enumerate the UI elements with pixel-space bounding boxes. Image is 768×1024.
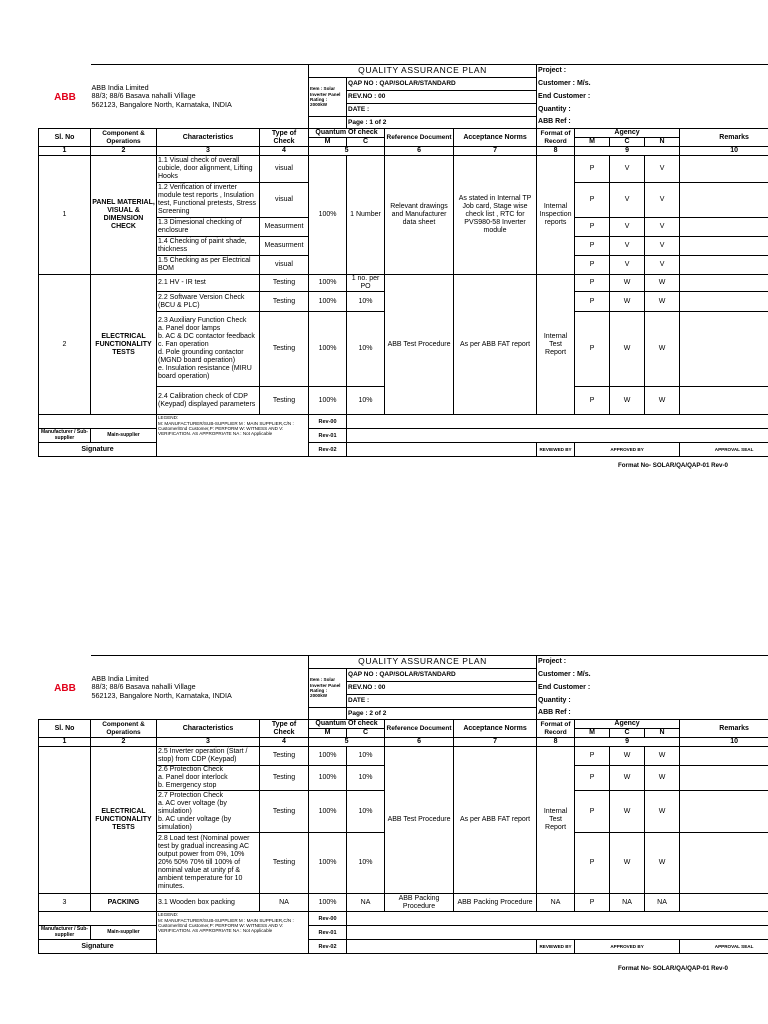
agency-n: V [645,156,680,183]
footer-row [39,926,768,940]
manufacturer-label: Manufacturer / Sub-supplier [39,429,91,443]
col-reference: Reference Document [385,129,454,147]
quantum-m: 100% [309,833,347,894]
table-row [39,894,768,912]
company-address: ABB India Limited 88/3; 88/6 Basava nahalli Village 562123, Bangalore North, Karnataka, INDIA [91,656,309,720]
col-num: 3 [157,738,260,747]
type-of-check: visual [260,156,309,183]
remarks [680,156,768,183]
agency-n: W [645,387,680,415]
table-row [39,747,768,766]
format-of-record: Internal Inspection reports [537,156,575,275]
agency-n: NA [645,894,680,912]
agency-m: P [575,791,610,833]
rev-02: Rev-02 [309,940,347,954]
agency-c: W [610,833,645,894]
characteristic: 1.1 Visual check of overall cubicle, door alignment, Lifting Hooks [157,156,260,183]
type-of-check: Testing [260,833,309,894]
remarks [680,218,768,237]
characteristic: 1.4 Checking of paint shade, thickness [157,237,260,256]
rev-no: REV.NO : 00 [347,682,537,695]
col-quantum-c: C [347,138,385,147]
col-agency-m: M [575,729,610,738]
column-number-row [39,738,768,747]
quantum-c: 10% [347,833,385,894]
quantum-c: 10% [347,312,385,387]
format-number: Format No- SOLAR/QA/QAP-01 Rev-0 [617,965,728,972]
approved-by-label: APPROVED BY [575,443,680,457]
component: ELECTRICAL FUNCTIONALITY TESTS [91,275,157,415]
col-quantum-m: M [309,729,347,738]
col-num: 5 [309,147,385,156]
sl-no: 1 [39,156,91,275]
item-rating: Item : Solar Inverter Panel Rating : 2000kW [309,78,347,117]
qap-table [38,64,768,457]
col-num: 3 [157,147,260,156]
main-supplier-label: Main-supplier [91,429,157,443]
svg-text:ABB: ABB [53,683,76,693]
table-row [39,275,768,292]
characteristic: 1.5 Checking as per Electrical BOM [157,256,260,275]
footer-row [39,415,768,429]
agency-m: P [575,218,610,237]
component: PANEL MATERIAL, VISUAL & DIMENSION CHECK [91,156,157,275]
column-number-row [39,147,768,156]
col-num: 4 [260,147,309,156]
quantum-m: 100% [309,292,347,312]
rev-01: Rev-01 [309,926,347,940]
col-num: 6 [385,738,454,747]
col-num: 2 [91,147,157,156]
type-of-check: Testing [260,275,309,292]
col-num: 4 [260,738,309,747]
characteristic: 2.4 Calibration check of CDP (Keypad) displayed parameters [157,387,260,415]
col-num: 1 [39,738,91,747]
abb-logo [39,65,91,129]
col-num: 7 [454,147,537,156]
characteristic: 2.6 Protection Check a. Panel door interlock b. Emergency stop [157,766,260,791]
col-num: 8 [537,147,575,156]
reference-document: ABB Packing Procedure [385,894,454,912]
agency-m: P [575,156,610,183]
characteristic: 2.5 Inverter operation (Start / stop) from CDP (Keypad) [157,747,260,766]
type-of-check: NA [260,894,309,912]
col-num: 9 [575,738,680,747]
company-address: ABB India Limited 88/3; 88/6 Basava nahalli Village 562123, Bangalore North, Karnataka, INDIA [91,65,309,129]
agency-c: W [610,791,645,833]
quantum-m: 100% [309,766,347,791]
col-agency-c: C [610,729,645,738]
remarks [680,275,768,292]
agency-m: P [575,833,610,894]
col-reference: Reference Document [385,720,454,738]
agency-n: W [645,791,680,833]
col-format: Format of Record [537,720,575,738]
component: PACKING [91,894,157,912]
acceptance-norms: As per ABB FAT report [454,275,537,415]
page-label: Page : 1 of 2 [347,117,537,129]
end-customer-field: End Customer : [537,91,768,104]
abb-ref-field: ABB Ref : [537,117,768,129]
col-num: 2 [91,738,157,747]
agency-c: W [610,292,645,312]
agency-c: W [610,312,645,387]
type-of-check: visual [260,183,309,218]
col-sl-no: Sl. No [39,129,91,147]
col-agency-m: M [575,138,610,147]
customer-field: Customer : M/s. [537,669,768,682]
customer-field: Customer : M/s. [537,78,768,91]
col-sl-no: Sl. No [39,720,91,738]
quantum-c: 10% [347,747,385,766]
remarks [680,894,768,912]
remarks [680,791,768,833]
agency-n: W [645,747,680,766]
format-of-record: Internal Test Report [537,275,575,415]
sl-no [39,747,91,894]
quantum-m: 100% [309,791,347,833]
agency-n: V [645,237,680,256]
remarks [680,387,768,415]
characteristic: 1.3 Dimesional checking of enclosure [157,218,260,237]
col-remarks: Remarks [680,129,768,147]
col-num: 7 [454,738,537,747]
legend: LEGEND: M: MANUFACTURER/SUB-SUPPLIER M : MAIN SUPPLIER,C/N : Customer/End Customer,P: PERFORM W: WITNESS AND V: VERIFICATION. AS APPROPRIATE NA : Not Applicable [157,415,309,457]
agency-c: V [610,237,645,256]
remarks [680,237,768,256]
type-of-check: Testing [260,387,309,415]
footer-row [39,940,768,954]
quantum-c: 10% [347,387,385,415]
col-acceptance: Acceptance Norms [454,129,537,147]
agency-m: P [575,292,610,312]
col-type-of-check: Type of Check [260,720,309,738]
footer-row [39,443,768,457]
quantity-field: Quantity : [537,104,768,117]
quantum-c: 1 no. per PO [347,275,385,292]
type-of-check: Testing [260,791,309,833]
agency-c: V [610,218,645,237]
agency-n: V [645,218,680,237]
format-number: Format No- SOLAR/QA/QAP-01 Rev-0 [617,462,728,469]
agency-n: W [645,292,680,312]
type-of-check: Testing [260,747,309,766]
footer-row [39,429,768,443]
approval-seal-label: APPROVAL SEAL [680,443,768,457]
quantum-c: 10% [347,292,385,312]
col-agency-c: C [610,138,645,147]
signature-label: Signature [39,940,157,954]
page-label: Page : 2 of 2 [347,708,537,720]
reference-document: Relevant drawings and Manufacturer data sheet [385,156,454,275]
col-quantum-c: C [347,729,385,738]
agency-c: W [610,766,645,791]
approval-seal-label: APPROVAL SEAL [680,940,768,954]
agency-c: W [610,747,645,766]
quantity-field: Quantity : [537,695,768,708]
agency-m: P [575,275,610,292]
characteristic: 2.7 Protection Check a. AC over voltage (by simulation) b. AC under voltage (by simulation) [157,791,260,833]
agency-c: NA [610,894,645,912]
remarks [680,833,768,894]
rev-no: REV.NO : 00 [347,91,537,104]
col-remarks: Remarks [680,720,768,738]
col-num: 6 [385,147,454,156]
agency-m: P [575,237,610,256]
project-field: Project : [537,65,768,78]
remarks [680,766,768,791]
plan-title: QUALITY ASSURANCE PLAN [309,656,537,669]
acceptance-norms: As per ABB FAT report [454,747,537,894]
agency-n: V [645,256,680,275]
col-num: 8 [537,738,575,747]
quantum-c: NA [347,894,385,912]
quantum-c: 10% [347,766,385,791]
col-acceptance: Acceptance Norms [454,720,537,738]
reference-document: ABB Test Procedure [385,747,454,894]
characteristic: 2.8 Load test (Nominal power test by gradual increasing AC output power from 0%, 10% 20% 50% 70% till 100% of nominal value at unity pf & ambient temperature for 10 minutes. [157,833,260,894]
type-of-check: Testing [260,312,309,387]
agency-m: P [575,256,610,275]
qap-sheet-page-2 [38,655,754,972]
reviewed-by-label: REVIEWED BY [537,940,575,954]
col-component: Component & Operations [91,129,157,147]
qap-no: QAP NO : QAP/SOLAR/STANDARD [347,669,537,682]
col-num: 10 [680,147,768,156]
col-agency: Agency [575,720,680,729]
date-field: DATE : [347,104,537,117]
footer-row [39,912,768,926]
quantum-m: 100% [309,312,347,387]
characteristic: 2.3 Auxiliary Function Check a. Panel door lamps b. AC & DC contactor feedback c. Fan operation d. Pole grounding contactor (MGND board operation) e. Insulation resistance (MIRU board operation) [157,312,260,387]
acceptance-norms: As stated in Internal TP Job card, Stage wise check list , RTC for PVS980-58 Inverter module [454,156,537,275]
col-quantum: Quantum Of check [309,720,385,729]
agency-m: P [575,387,610,415]
agency-m: P [575,894,610,912]
quantum-m: 100% [309,894,347,912]
date-field: DATE : [347,695,537,708]
rev-00: Rev-00 [309,912,347,926]
agency-m: P [575,747,610,766]
agency-n: V [645,183,680,218]
agency-n: W [645,766,680,791]
legend: LEGEND: M: MANUFACTURER/SUB-SUPPLIER M : MAIN SUPPLIER,C/N : Customer/End Customer,P: PERFORM W: WITNESS AND V: VERIFICATION. AS APPROPRIATE NA : Not Applicable [157,912,309,954]
characteristic: 2.1 HV - IR test [157,275,260,292]
agency-n: W [645,275,680,292]
qap-table [38,655,768,954]
sl-no: 3 [39,894,91,912]
end-customer-field: End Customer : [537,682,768,695]
component: ELECTRICAL FUNCTIONALITY TESTS [91,747,157,894]
agency-m: P [575,312,610,387]
project-field: Project : [537,656,768,669]
acceptance-norms: ABB Packing Procedure [454,894,537,912]
agency-m: P [575,766,610,791]
col-num: 5 [309,738,385,747]
type-of-check: Testing [260,766,309,791]
type-of-check: visual [260,256,309,275]
rev-00: Rev-00 [309,415,347,429]
reference-document: ABB Test Procedure [385,275,454,415]
remarks [680,183,768,218]
quantum-m: 100% [309,156,347,275]
agency-m: P [575,183,610,218]
col-num: 10 [680,738,768,747]
quantum-c: 1 Number [347,156,385,275]
characteristic: 3.1 Wooden box packing [157,894,260,912]
agency-n: W [645,833,680,894]
qap-sheet-page-1 [38,64,754,469]
col-type-of-check: Type of Check [260,129,309,147]
col-quantum: Quantum Of check [309,129,385,138]
quantum-c: 10% [347,791,385,833]
col-component: Component & Operations [91,720,157,738]
type-of-check: Measurment [260,237,309,256]
format-of-record: NA [537,894,575,912]
sl-no: 2 [39,275,91,415]
col-agency-n: N [645,729,680,738]
type-of-check: Testing [260,292,309,312]
quantum-m: 100% [309,275,347,292]
format-of-record: Internal Test Report [537,747,575,894]
characteristic: 1.2 Verification of inverter module test reports , Insulation test, Functional pretests, Stress Screening [157,183,260,218]
table-row [39,156,768,183]
col-characteristics: Characteristics [157,129,260,147]
characteristic: 2.2 Software Version Check (BCU & PLC) [157,292,260,312]
qap-no: QAP NO : QAP/SOLAR/STANDARD [347,78,537,91]
col-num: 9 [575,147,680,156]
type-of-check: Measurment [260,218,309,237]
agency-c: V [610,183,645,218]
abb-logo [39,656,91,720]
col-format: Format of Record [537,129,575,147]
reviewed-by-label: REVIEWED BY [537,443,575,457]
manufacturer-label: Manufacturer / Sub-supplier [39,926,91,940]
remarks [680,292,768,312]
abb-ref-field: ABB Ref : [537,708,768,720]
col-agency: Agency [575,129,680,138]
rev-01: Rev-01 [309,429,347,443]
approved-by-label: APPROVED BY [575,940,680,954]
agency-c: W [610,387,645,415]
quantum-m: 100% [309,387,347,415]
rev-02: Rev-02 [309,443,347,457]
main-supplier-label: Main-supplier [91,926,157,940]
agency-c: V [610,156,645,183]
agency-c: W [610,275,645,292]
agency-n: W [645,312,680,387]
agency-c: V [610,256,645,275]
col-characteristics: Characteristics [157,720,260,738]
col-quantum-m: M [309,138,347,147]
signature-label: Signature [39,443,157,457]
plan-title: QUALITY ASSURANCE PLAN [309,65,537,78]
svg-text:ABB: ABB [53,92,76,102]
remarks [680,312,768,387]
col-agency-n: N [645,138,680,147]
quantum-m: 100% [309,747,347,766]
item-rating: Item : Solar Inverter Panel Rating : 2000kW [309,669,347,708]
remarks [680,747,768,766]
remarks [680,256,768,275]
col-num: 1 [39,147,91,156]
